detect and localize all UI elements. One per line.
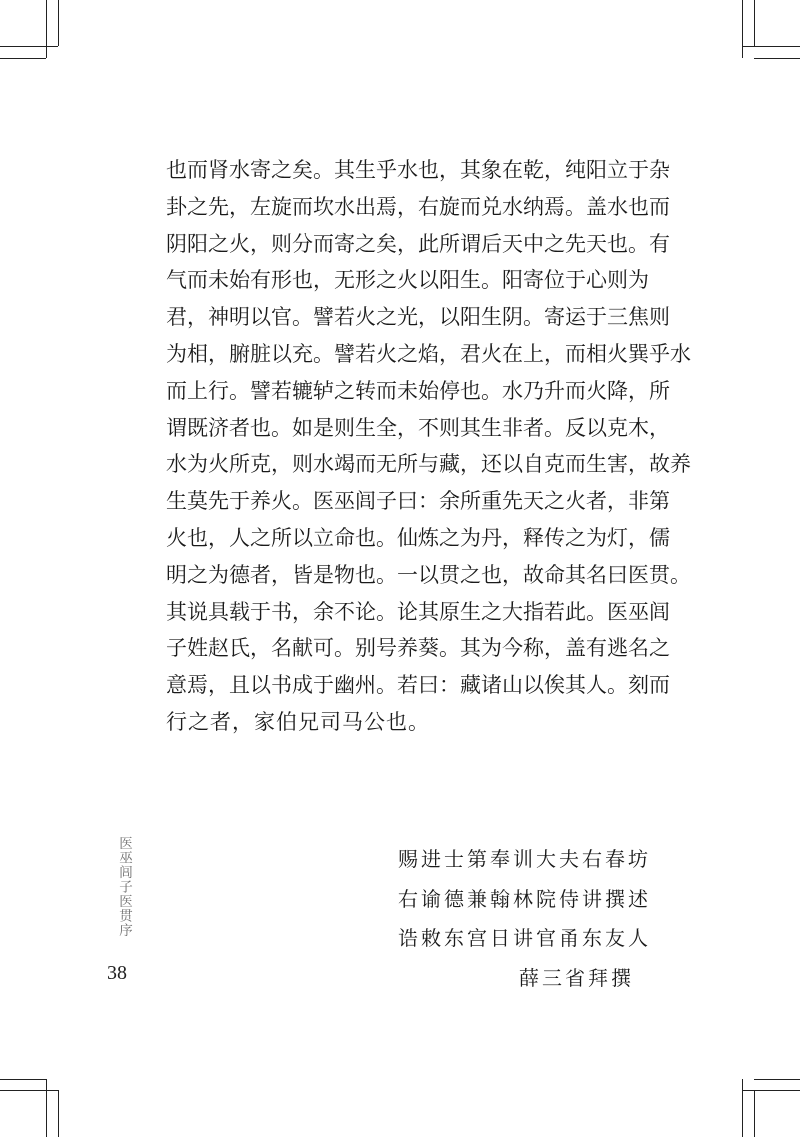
text-line: 君，神明以官。譬若火之光，以阳生阴。寄运于三焦则 bbox=[166, 305, 670, 330]
text-line: 生莫先于养火。医巫闾子曰：余所重先天之火者，非第 bbox=[166, 489, 670, 514]
crop-mark bbox=[742, 46, 800, 47]
crop-mark bbox=[0, 1079, 46, 1080]
crop-mark bbox=[58, 0, 59, 46]
text-line: 火也，人之所以立命也。仙炼之为丹，释传之为灯，儒 bbox=[166, 525, 670, 550]
body-text bbox=[166, 152, 691, 741]
author-signature bbox=[398, 840, 651, 998]
crop-mark bbox=[0, 58, 46, 59]
text-line: 阴阳之火，则分而寄之矣，此所谓后天中之先天也。有 bbox=[166, 231, 670, 256]
signature-line: 诰敕东宫日讲官甬东友人 bbox=[398, 926, 651, 950]
text-line: 行之者，家伯兄司马公也。 bbox=[166, 709, 430, 734]
crop-mark bbox=[742, 1079, 743, 1137]
text-line: 水为火所克，则水竭而无所与藏，还以自克而生害，故养 bbox=[166, 452, 691, 477]
crop-mark bbox=[46, 1079, 47, 1137]
signature-line: 薛三省拜撰 bbox=[519, 965, 634, 990]
text-line: 气而未始有形也，无形之火以阳生。阳寄位于心则为 bbox=[166, 268, 649, 293]
crop-mark bbox=[0, 1090, 58, 1091]
crop-mark bbox=[742, 0, 743, 58]
crop-mark bbox=[46, 0, 47, 58]
crop-mark bbox=[0, 46, 58, 47]
text-line: 而上行。譬若辘轳之转而未始停也。水乃升而火降，所 bbox=[166, 378, 670, 403]
text-line: 明之为德者，皆是物也。一以贯之也，故命其名曰医贯。 bbox=[166, 562, 691, 587]
text-line: 意焉，且以书成于幽州。若曰：藏诸山以俟其人。刻而 bbox=[166, 673, 670, 698]
text-line: 其说具载于书，余不论。论其原生之大指若此。医巫闾 bbox=[166, 599, 670, 624]
text-line: 也而肾水寄之矣。其生乎水也，其象在乾，纯阳立于杂 bbox=[166, 158, 670, 182]
signature-line: 赐进士第奉训大夫右春坊 bbox=[398, 847, 651, 871]
crop-mark bbox=[754, 1090, 755, 1137]
text-line: 子姓赵氏，名献可。别号养葵。其为今称，盖有逃名之 bbox=[166, 636, 670, 661]
crop-mark bbox=[754, 0, 755, 46]
text-line: 卦之先，左旋而坎水出焉，右旋而兑水纳焉。盖水也而 bbox=[166, 194, 670, 219]
crop-mark bbox=[754, 1079, 800, 1080]
crop-mark bbox=[58, 1090, 59, 1137]
text-line: 为相，腑脏以充。譬若火之焰，君火在上，而相火巽乎水 bbox=[166, 341, 691, 366]
crop-mark bbox=[754, 58, 800, 59]
text-line: 谓既济者也。如是则生全，不则其生非者。反以克木， bbox=[166, 415, 670, 440]
page-number: 38 bbox=[107, 962, 127, 984]
running-title: 医巫闾子医贯序 bbox=[116, 836, 132, 938]
crop-mark bbox=[742, 1090, 800, 1091]
signature-line: 右谕德兼翰林院侍讲撰述 bbox=[398, 886, 651, 911]
